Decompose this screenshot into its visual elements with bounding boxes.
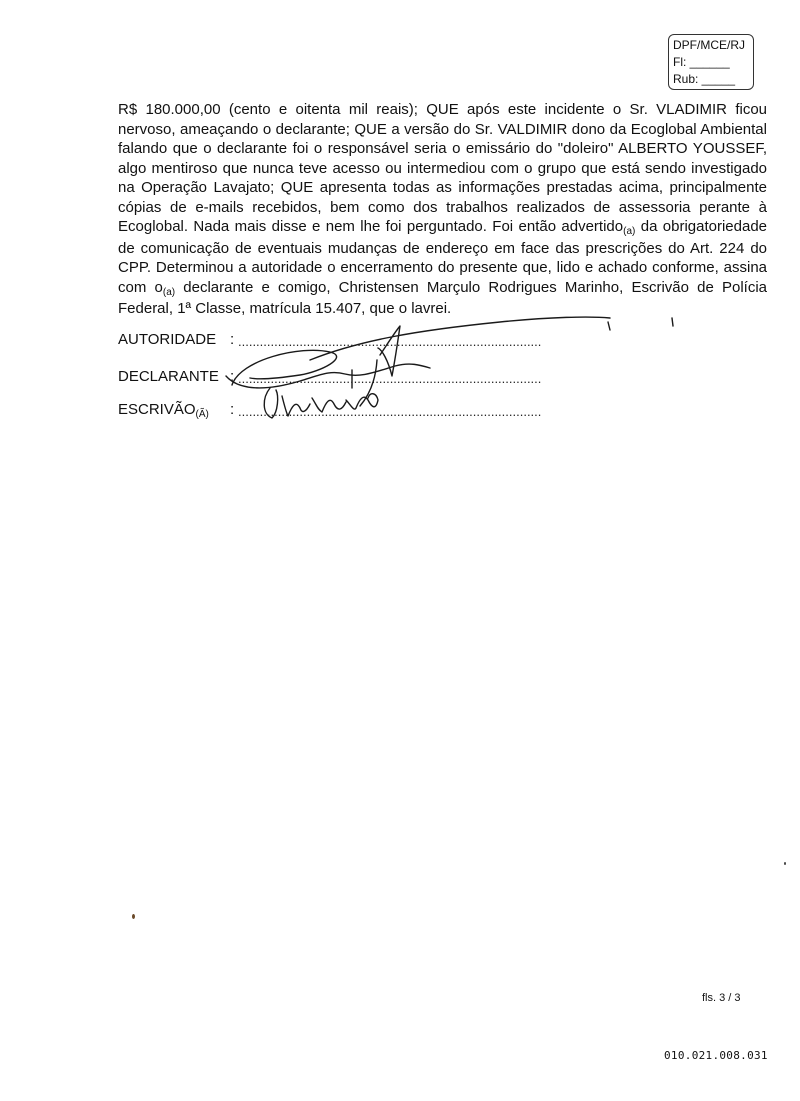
stamp-folio: Fl: ______ xyxy=(673,55,730,69)
document-code: 010.021.008.031 xyxy=(664,1049,768,1062)
protocol-stamp xyxy=(668,34,754,90)
scan-speck xyxy=(784,862,786,865)
signature-autoridade-tick xyxy=(608,318,673,330)
colon: : xyxy=(230,368,235,385)
signature-line-autoridade xyxy=(118,331,542,349)
colon: : xyxy=(230,401,235,418)
scan-speck xyxy=(132,914,135,919)
escrivao-label xyxy=(118,401,209,418)
signature-line-escrivao xyxy=(118,401,542,420)
page-number: fls. 3 / 3 xyxy=(702,992,741,1004)
text-part-3: declarante e comigo, Christensen Marçulo Rodrigues Marinho, Escrivão de Polícia Federal, 1ª Classe, matrícula 15.407, que o lavrei. xyxy=(118,278,767,317)
dotted-line: .................................................................................... xyxy=(238,371,542,386)
stamp-office: DPF/MCE/RJ xyxy=(673,38,745,52)
text-part-1: R$ 180.000,00 (cento e oitenta mil reais); QUE após este incidente o Sr. VLADIMIR ficou nervoso, ameaçando o declarante; QUE a versão do Sr. VALDIMIR dono da Ecoglobal Ambiental falando que o declarante foi o responsável seria o emissário do "doleiro" ALBERTO YOUSSEF, algo mentiroso que nunca teve acesso ou intermediou com o grupo que está sendo investigado na Operação Lavajato; QUE apresenta todas as informações prestadas acima, principalmente cópias de e-mails recebidos, bem como dos trabalhos realizados de assessoria perante à Ecoglobal. Nada mais disse e nem lhe foi perguntado. Foi então advertido xyxy=(118,101,767,235)
gender-marker: (a) xyxy=(623,226,636,237)
text-part-2: da obrigatoriedade de comunicação de eventuais mudanças de endereço em face das prescrições do Art. 224 do CPP. Determinou a autoridade o encerramento do presente que, lido e achado conforme, assina com o xyxy=(118,218,768,296)
escrivao-text: ESCRIVÃO xyxy=(118,401,196,418)
dotted-line: .................................................................................... xyxy=(238,404,542,419)
dotted-line: .................................................................................... xyxy=(238,334,542,349)
testimony-paragraph xyxy=(118,100,767,319)
autoridade-label: AUTORIDADE xyxy=(118,331,217,348)
gender-marker: (Ã) xyxy=(195,409,209,420)
gender-marker: (a) xyxy=(162,286,176,298)
testimony-text xyxy=(118,100,767,319)
signature-line-declarante xyxy=(118,368,542,386)
stamp-rubric: Rub: _____ xyxy=(673,72,736,86)
declarante-label: DECLARANTE xyxy=(118,368,219,385)
colon: : xyxy=(230,331,235,348)
